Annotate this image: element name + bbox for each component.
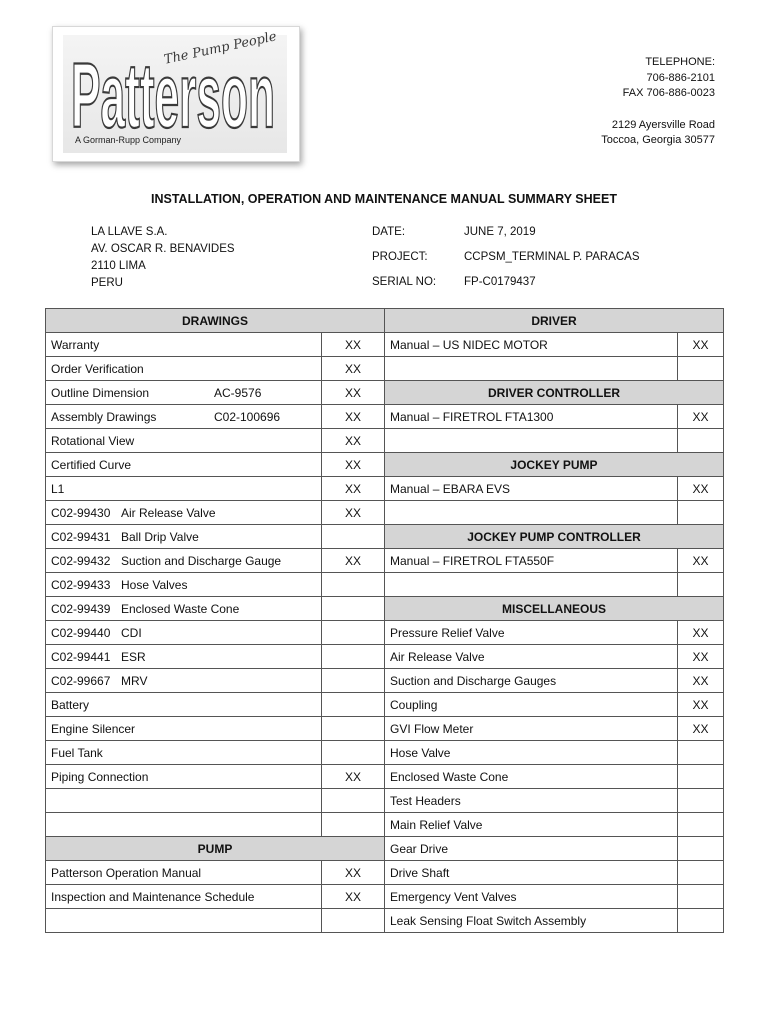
customer-city: 2110 LIMA (91, 260, 146, 272)
item-label (385, 549, 678, 573)
customer-name: LA LLAVE S.A. (91, 226, 168, 238)
item-code: C02-99432 (51, 553, 111, 568)
item-mark: XX (322, 885, 385, 909)
item-label (46, 909, 322, 933)
item-label (385, 501, 678, 525)
table-row (385, 885, 724, 909)
item-label (385, 813, 678, 837)
item-label (46, 573, 322, 597)
item-mark: XX (322, 357, 385, 381)
item-name: Enclosed Waste Cone (390, 769, 509, 784)
item-label (46, 693, 322, 717)
item-name: Pressure Relief Valve (390, 625, 505, 640)
drawings-header-row (46, 309, 385, 333)
item-mark: XX (322, 429, 385, 453)
item-label (385, 789, 678, 813)
item-mark (678, 861, 724, 885)
logo-tagline: The Pump People (162, 29, 278, 68)
item-mark (322, 693, 385, 717)
item-mark (678, 573, 724, 597)
item-name: Ball Drip Valve (121, 529, 199, 544)
item-name: Piping Connection (51, 769, 149, 784)
item-mark (678, 837, 724, 861)
table-row (385, 909, 724, 933)
item-label (385, 333, 678, 357)
logo-wordmark-text: Patterson (71, 47, 275, 133)
item-mark (678, 789, 724, 813)
item-name: Suction and Discharge Gauge (121, 553, 282, 568)
item-mark (322, 789, 385, 813)
jockey-pump-controller-header: JOCKEY PUMP CONTROLLER (385, 525, 724, 549)
item-name: Fuel Tank (51, 745, 103, 760)
item-code: C02-99441 (51, 649, 111, 664)
item-label (46, 741, 322, 765)
item-label (385, 837, 678, 861)
item-name: Order Verification (51, 361, 144, 376)
item-name: Drive Shaft (390, 865, 450, 880)
table-row (385, 669, 724, 693)
pump-header: PUMP (46, 837, 385, 861)
item-mark: XX (322, 405, 385, 429)
item-mark: XX (322, 381, 385, 405)
item-mark (678, 813, 724, 837)
item-name: Warranty (51, 337, 100, 352)
item-name: Test Headers (390, 793, 461, 808)
table-row (46, 885, 385, 909)
item-label (385, 765, 678, 789)
item-mark: XX (678, 405, 724, 429)
item-mark: XX (322, 765, 385, 789)
item-label (385, 621, 678, 645)
item-label (46, 549, 322, 573)
item-label (46, 789, 322, 813)
table-row (385, 429, 724, 453)
miscellaneous-header-row (385, 597, 724, 621)
item-mark: XX (678, 621, 724, 645)
table-row (385, 357, 724, 381)
table-row (46, 453, 385, 477)
table-row (46, 621, 385, 645)
item-name: Enclosed Waste Cone (121, 601, 240, 616)
item-mark (322, 909, 385, 933)
item-name: Assembly Drawings (51, 409, 157, 424)
item-name: Manual – EBARA EVS (390, 481, 511, 496)
item-label (385, 573, 678, 597)
item-label (46, 453, 322, 477)
item-name: Patterson Operation Manual (51, 865, 202, 880)
item-name: MRV (121, 673, 148, 688)
item-mark: XX (322, 333, 385, 357)
item-name: Suction and Discharge Gauges (390, 673, 557, 688)
item-label (385, 885, 678, 909)
item-mark: XX (322, 477, 385, 501)
table-row (385, 549, 724, 573)
company-logo (52, 26, 300, 162)
contact-city: Toccoa, Georgia 30577 (601, 134, 715, 146)
item-name: Emergency Vent Valves (390, 889, 517, 904)
item-label (385, 741, 678, 765)
item-mark (678, 501, 724, 525)
item-mark: XX (678, 669, 724, 693)
customer-street: AV. OSCAR R. BENAVIDES (91, 243, 235, 255)
item-reference: AC-9576 (214, 385, 262, 400)
components-table (384, 308, 724, 933)
item-mark: XX (678, 693, 724, 717)
item-label (46, 885, 322, 909)
item-label (385, 477, 678, 501)
item-mark: XX (678, 645, 724, 669)
item-mark (678, 429, 724, 453)
item-label (385, 645, 678, 669)
item-mark (322, 621, 385, 645)
item-mark: XX (678, 717, 724, 741)
jockey-pump-header-row (385, 453, 724, 477)
logo-subtitle: A Gorman-Rupp Company (75, 135, 182, 145)
item-name: Main Relief Valve (390, 817, 483, 832)
table-row (46, 693, 385, 717)
date-label: DATE: (372, 226, 406, 238)
table-row (385, 405, 724, 429)
item-mark: XX (322, 861, 385, 885)
item-name: GVI Flow Meter (390, 721, 474, 736)
table-row (46, 597, 385, 621)
item-mark (678, 909, 724, 933)
item-mark (322, 741, 385, 765)
table-row (46, 429, 385, 453)
project-label: PROJECT: (372, 251, 428, 263)
table-row (385, 861, 724, 885)
table-row (46, 741, 385, 765)
table-row (46, 549, 385, 573)
miscellaneous-header: MISCELLANEOUS (385, 597, 724, 621)
item-label (46, 357, 322, 381)
table-row (46, 477, 385, 501)
table-row (46, 501, 385, 525)
table-row (46, 573, 385, 597)
item-label (46, 405, 322, 429)
jockey-pump-header: JOCKEY PUMP (385, 453, 724, 477)
item-name: Coupling (390, 697, 438, 712)
item-mark (678, 765, 724, 789)
item-mark (322, 717, 385, 741)
table-row (385, 477, 724, 501)
driver-header: DRIVER (385, 309, 724, 333)
item-label (46, 429, 322, 453)
driver-controller-header-row (385, 381, 724, 405)
table-row (385, 765, 724, 789)
item-name: Air Release Valve (121, 505, 216, 520)
document-title: INSTALLATION, OPERATION AND MAINTENANCE MANUAL SUMMARY SHEET (151, 192, 617, 206)
item-code: C02-99431 (51, 529, 111, 544)
item-name: Leak Sensing Float Switch Assembly (390, 913, 587, 928)
table-row (46, 765, 385, 789)
contact-street: 2129 Ayersville Road (611, 119, 715, 131)
item-name: L1 (51, 481, 65, 496)
item-code: C02-99430 (51, 505, 111, 520)
item-mark (322, 525, 385, 549)
table-row (385, 813, 724, 837)
telephone-label: TELEPHONE: (645, 56, 715, 68)
item-name: Outline Dimension (51, 385, 150, 400)
item-label (46, 477, 322, 501)
item-mark: XX (678, 333, 724, 357)
table-row (46, 813, 385, 837)
table-row (46, 789, 385, 813)
table-row (385, 693, 724, 717)
item-name: Inspection and Maintenance Schedule (51, 889, 255, 904)
item-name: Battery (51, 697, 90, 712)
item-name: CDI (121, 625, 142, 640)
item-label (385, 717, 678, 741)
table-row (46, 645, 385, 669)
item-name: Manual – US NIDEC MOTOR (390, 337, 548, 352)
item-name: Manual – FIRETROL FTA1300 (390, 409, 554, 424)
item-label (46, 645, 322, 669)
item-label (46, 525, 322, 549)
item-label (46, 333, 322, 357)
table-row (46, 405, 385, 429)
driver-controller-header: DRIVER CONTROLLER (385, 381, 724, 405)
table-row (385, 717, 724, 741)
table-row (385, 333, 724, 357)
item-name: Hose Valve (390, 745, 451, 760)
drawings-table (45, 308, 385, 933)
item-name: ESR (121, 649, 146, 664)
table-row (385, 741, 724, 765)
table-row (46, 669, 385, 693)
item-label (385, 669, 678, 693)
item-name: Air Release Valve (390, 649, 485, 664)
item-name: Engine Silencer (51, 721, 136, 736)
item-mark (678, 741, 724, 765)
drawings-header: DRAWINGS (46, 309, 385, 333)
item-label (46, 501, 322, 525)
table-row (46, 717, 385, 741)
item-mark (678, 885, 724, 909)
table-row (46, 357, 385, 381)
item-mark (322, 597, 385, 621)
jockey-pump-controller-header-row (385, 525, 724, 549)
table-row (46, 861, 385, 885)
table-row (385, 573, 724, 597)
item-code: C02-99440 (51, 625, 111, 640)
item-label (46, 669, 322, 693)
item-name: Rotational View (51, 433, 135, 448)
table-row (385, 501, 724, 525)
item-label (46, 717, 322, 741)
item-code: C02-99433 (51, 577, 111, 592)
item-mark: XX (678, 549, 724, 573)
item-label (385, 861, 678, 885)
item-label (385, 693, 678, 717)
table-row (46, 525, 385, 549)
item-mark: XX (322, 453, 385, 477)
table-row (46, 333, 385, 357)
item-code: C02-99439 (51, 601, 111, 616)
table-row (46, 909, 385, 933)
item-label (46, 381, 322, 405)
item-label (46, 621, 322, 645)
project-value: CCPSM_TERMINAL P. PARACAS (464, 251, 640, 263)
pump-header-row (46, 837, 385, 861)
item-label (46, 597, 322, 621)
item-label (385, 405, 678, 429)
driver-header-row (385, 309, 724, 333)
item-mark (322, 573, 385, 597)
item-label (46, 861, 322, 885)
item-label (46, 813, 322, 837)
item-code: C02-99667 (51, 673, 111, 688)
item-name: Gear Drive (390, 841, 449, 856)
item-mark: XX (322, 549, 385, 573)
item-label (385, 357, 678, 381)
item-mark: XX (322, 501, 385, 525)
serial-value: FP-C0179437 (464, 276, 536, 288)
item-label (385, 429, 678, 453)
item-mark (322, 813, 385, 837)
item-name: Certified Curve (51, 457, 132, 472)
date-value: JUNE 7, 2019 (464, 226, 536, 238)
table-row (385, 789, 724, 813)
item-mark (322, 669, 385, 693)
table-row (46, 381, 385, 405)
item-label (385, 909, 678, 933)
item-mark: XX (678, 477, 724, 501)
table-row (385, 837, 724, 861)
item-mark (678, 357, 724, 381)
table-row (385, 621, 724, 645)
item-label (46, 765, 322, 789)
customer-country: PERU (91, 277, 123, 289)
table-row (385, 645, 724, 669)
serial-label: SERIAL NO: (372, 276, 437, 288)
telephone-number: 706-886-2101 (646, 72, 715, 84)
item-reference: C02-100696 (214, 409, 281, 424)
item-mark (322, 645, 385, 669)
item-name: Manual – FIRETROL FTA550F (390, 553, 555, 568)
item-name: Hose Valves (121, 577, 188, 592)
fax-number: FAX 706-886-0023 (622, 87, 715, 99)
logo-panel (63, 29, 287, 153)
